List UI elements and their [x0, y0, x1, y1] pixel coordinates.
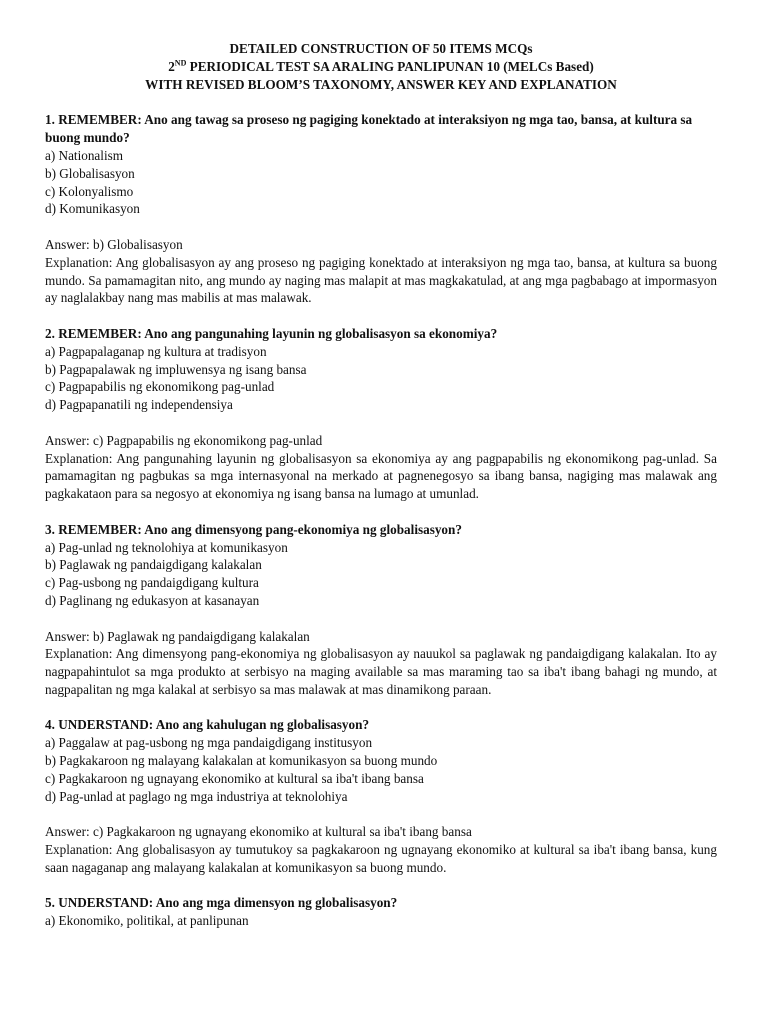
question-4-heading: 4. UNDERSTAND: Ano ang kahulugan ng globalisasyon? — [45, 717, 370, 733]
question-2-option-c: c) Pagpapabilis ng ekonomikong pag-unlad — [45, 379, 275, 395]
question-2-answer: Answer: c) Pagpapabilis ng ekonomikong pag-unlad — [45, 432, 323, 448]
question-2 — [45, 325, 717, 503]
header-line-2-superscript: ND — [174, 58, 187, 68]
question-3-option-b: b) Paglawak ng pandaigdigang kalakalan — [45, 557, 262, 573]
question-2-option-a: a) Pagpapalaganap ng kultura at tradisyon — [45, 343, 267, 359]
question-3-option-a: a) Pag-unlad ng teknolohiya at komunikasyon — [45, 539, 288, 555]
question-1-answer: Answer: b) Globalisasyon — [45, 236, 183, 252]
question-4-option-c: c) Pagkakaroon ng ugnayang ekonomiko at kultural sa iba't ibang bansa — [45, 770, 424, 786]
question-3-option-c: c) Pag-usbong ng pandaigdigang kultura — [45, 575, 259, 591]
question-4-answer: Answer: c) Pagkakaroon ng ugnayang ekonomiko at kultural sa iba't ibang bansa — [45, 824, 472, 840]
document-page — [45, 40, 717, 948]
header-line-2-number: 2 — [168, 58, 175, 74]
header-line-3: WITH REVISED BLOOM’S TAXONOMY, ANSWER KEY AND EXPLANATION — [145, 76, 617, 92]
question-2-heading: 2. REMEMBER: Ano ang pangunahing layunin ng globalisasyon sa ekonomiya? — [45, 325, 498, 341]
question-3 — [45, 521, 717, 699]
question-5-heading: 5. UNDERSTAND: Ano ang mga dimensyon ng globalisasyon? — [45, 895, 398, 911]
header-line-1: DETAILED CONSTRUCTION OF 50 ITEMS MCQs — [229, 41, 533, 56]
question-4-option-b: b) Pagkakaroon ng malayang kalakalan at komunikasyon sa buong mundo — [45, 753, 438, 769]
question-4-answer-block — [45, 823, 717, 876]
question-5 — [45, 894, 717, 930]
header-line-2 — [45, 58, 717, 76]
question-4-option-d: d) Pag-unlad at paglago ng mga industriya at teknolohiya — [45, 788, 348, 804]
question-2-answer-block — [45, 432, 717, 503]
question-4-option-a: a) Paggalaw at pag-usbong ng mga pandaigdigang institusyon — [45, 735, 373, 751]
question-1-option-b: b) Globalisasyon — [45, 165, 135, 181]
question-3-option-d: d) Paglinang ng edukasyon at kasanayan — [45, 592, 260, 608]
question-1-heading: 1. REMEMBER: Ano ang tawag sa proseso ng pagiging konektado at interaksiyon ng mga tao, bansa, at kultura sa buong mundo? — [45, 112, 693, 146]
question-1-option-c: c) Kolonyalismo — [45, 183, 134, 199]
question-1-option-d: d) Komunikasyon — [45, 201, 140, 217]
document-header — [45, 40, 717, 93]
question-1 — [45, 111, 717, 307]
question-2-option-d: d) Pagpapanatili ng independensiya — [45, 397, 233, 413]
question-1-answer-block — [45, 236, 717, 307]
question-5-option-a: a) Ekonomiko, politikal, at panlipunan — [45, 913, 249, 929]
question-1-explanation: Explanation: Ang globalisasyon ay ang proseso ng pagiging konektado at interaksiyon ng mga tao, bansa, at kultura sa buong mundo. Sa pamamagitan nito, ang mundo ay naging mas malapit at mas magkakatulad, at ang mga pagbabago at impormasyon ay naglalakbay nang mas mabilis at mas malawak. — [45, 254, 717, 306]
header-line-2-text: PERIODICAL TEST SA ARALING PANLIPUNAN 10 (MELCs Based) — [186, 58, 594, 74]
question-4 — [45, 716, 717, 876]
question-3-answer-block — [45, 628, 717, 699]
question-3-heading: 3. REMEMBER: Ano ang dimensyong pang-ekonomiya ng globalisasyon? — [45, 521, 462, 537]
question-2-option-b: b) Pagpapalawak ng impluwensya ng isang bansa — [45, 361, 307, 377]
question-3-answer: Answer: b) Paglawak ng pandaigdigang kalakalan — [45, 628, 310, 644]
question-3-explanation: Explanation: Ang dimensyong pang-ekonomiya ng globalisasyon ay nauukol sa paglawak ng pandaigdigang kalakalan. Ito ay nagpapahintulot sa mga produkto at serbisyo na maging available sa mas maraming tao sa iba't ibang bahagi ng mundo, at nagpapalitan ng mga kalakal at serbisyo sa mas malawak at mas dinamikong paraan. — [45, 646, 717, 697]
question-1-option-a: a) Nationalism — [45, 147, 124, 163]
question-2-explanation: Explanation: Ang pangunahing layunin ng globalisasyon sa ekonomiya ay ang pagpapabilis ng ekonomikong pag-unlad. Sa pamamagitan ng pagbukas sa mga internasyonal na merkado at pagnenegosyo sa ibang bansa, nagiging mas malawak ang pagkakataon para sa negosyo at ekonomiya ng isang bansa na lumago at umunlad. — [45, 450, 717, 502]
question-4-explanation: Explanation: Ang globalisasyon ay tumutukoy sa pagkakaroon ng ugnayang ekonomiko at kultural sa iba't ibang bansa, kung saan nagaganap ang malayang kalakalan at komunikasyon sa buong mundo. — [45, 842, 717, 875]
